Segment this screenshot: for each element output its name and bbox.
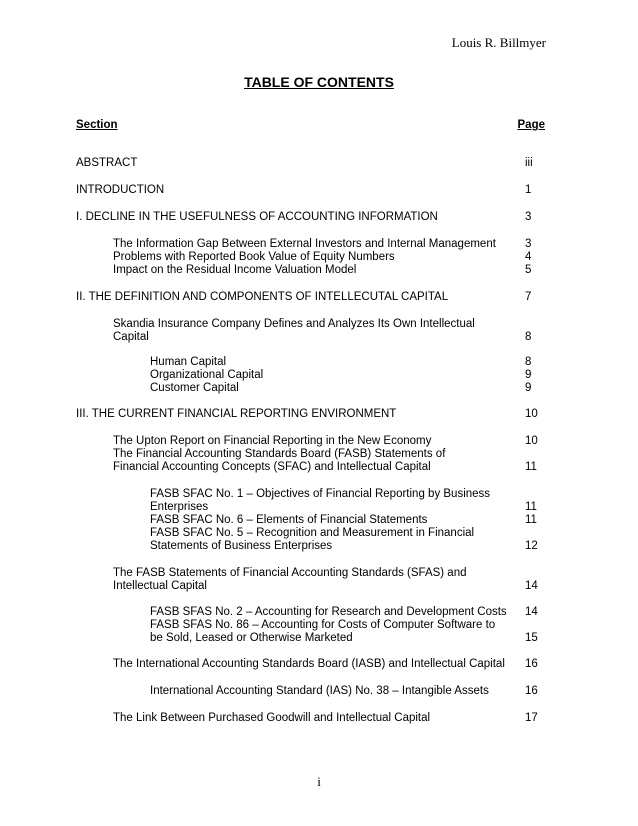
- toc-entry-page: 14: [525, 606, 538, 618]
- toc-entry-text: Impact on the Residual Income Valuation Model: [113, 264, 357, 276]
- toc-entry-page: 9: [525, 369, 532, 381]
- page-title: TABLE OF CONTENTS: [244, 74, 394, 90]
- toc-entry-text: Problems with Reported Book Value of Equity Numbers: [113, 251, 395, 263]
- toc-entry-page: 14: [525, 580, 538, 592]
- toc-entry-text: FASB SFAS No. 86 – Accounting for Costs of Computer Software to: [150, 619, 496, 631]
- toc-entry-text: FASB SFAC No. 6 – Elements of Financial Statements: [150, 514, 428, 526]
- toc-entry-text: Customer Capital: [150, 382, 239, 394]
- author-header: Louis R. Billmyer: [451, 35, 546, 50]
- toc-entry-text: Capital: [113, 331, 149, 343]
- toc-entry-page: 10: [525, 435, 538, 447]
- toc-entry-page: 8: [525, 356, 532, 368]
- toc-entry-page: 3: [525, 211, 532, 223]
- toc-entry-text: III. THE CURRENT FINANCIAL REPORTING ENVIRONMENT: [76, 408, 397, 420]
- toc-entry-text: The Upton Report on Financial Reporting in the New Economy: [113, 435, 432, 447]
- toc-entry-page: 15: [525, 632, 538, 644]
- section-column-header: Section: [76, 119, 118, 131]
- toc-entry-page: 1: [525, 184, 532, 196]
- toc-entry-text: Enterprises: [150, 501, 209, 513]
- toc-entry-page: 11: [525, 514, 537, 526]
- toc-entry-text: FASB SFAS No. 2 – Accounting for Research and Development Costs: [150, 606, 507, 618]
- toc-entry-text: I. DECLINE IN THE USEFULNESS OF ACCOUNTING INFORMATION: [76, 211, 438, 223]
- toc-entry-page: 3: [525, 238, 532, 250]
- toc-entry-page: 9: [525, 382, 532, 394]
- toc-entry-text: Intellectual Capital: [113, 580, 207, 592]
- toc-entry-text: II. THE DEFINITION AND COMPONENTS OF INTELLECUTAL CAPITAL: [76, 291, 449, 303]
- toc-entry-text: Statements of Business Enterprises: [150, 540, 333, 552]
- toc-entry-text: be Sold, Leased or Otherwise Marketed: [150, 632, 353, 644]
- toc-entry-text: International Accounting Standard (IAS) No. 38 – Intangible Assets: [150, 685, 489, 697]
- toc-entry-text: Organizational Capital: [150, 369, 264, 381]
- toc-entry-page: 11: [525, 501, 537, 513]
- toc-entry-page: 11: [525, 461, 537, 473]
- toc-entry-text: The Link Between Purchased Goodwill and Intellectual Capital: [113, 712, 431, 724]
- toc-entry-text: The International Accounting Standards Board (IASB) and Intellectual Capital: [113, 658, 505, 670]
- toc-entry-page: 4: [525, 251, 532, 263]
- toc-entry-page: 16: [525, 658, 538, 670]
- page-column-header: Page: [517, 119, 545, 131]
- toc-entry-text: FASB SFAC No. 1 – Objectives of Financial Reporting by Business: [150, 488, 491, 500]
- toc-entry-text: ABSTRACT: [76, 157, 138, 169]
- toc-entry-text: FASB SFAC No. 5 – Recognition and Measurement in Financial: [150, 527, 475, 539]
- toc-entry-page: 16: [525, 685, 538, 697]
- toc-entry-text: INTRODUCTION: [76, 184, 165, 196]
- toc-entry-page: 7: [525, 291, 532, 303]
- toc-entry-page: 17: [525, 712, 538, 724]
- toc-entry-page: 10: [525, 408, 538, 420]
- toc-entry-text: The FASB Statements of Financial Accounting Standards (SFAS) and: [113, 567, 467, 579]
- toc-entry-page: 12: [525, 540, 538, 552]
- toc-entry-text: Human Capital: [150, 356, 227, 368]
- page-number: i: [317, 774, 321, 789]
- toc-entry-text: The Information Gap Between External Investors and Internal Management: [113, 238, 496, 250]
- toc-entry-text: Financial Accounting Concepts (SFAC) and Intellectual Capital: [113, 461, 431, 473]
- toc-entry-text: Skandia Insurance Company Defines and Analyzes Its Own Intellectual: [113, 318, 475, 330]
- toc-entry-page: 5: [525, 264, 532, 276]
- toc-entry-text: The Financial Accounting Standards Board (FASB) Statements of: [113, 448, 446, 460]
- toc-entry-page: 8: [525, 331, 532, 343]
- toc-entry-page: iii: [525, 157, 533, 169]
